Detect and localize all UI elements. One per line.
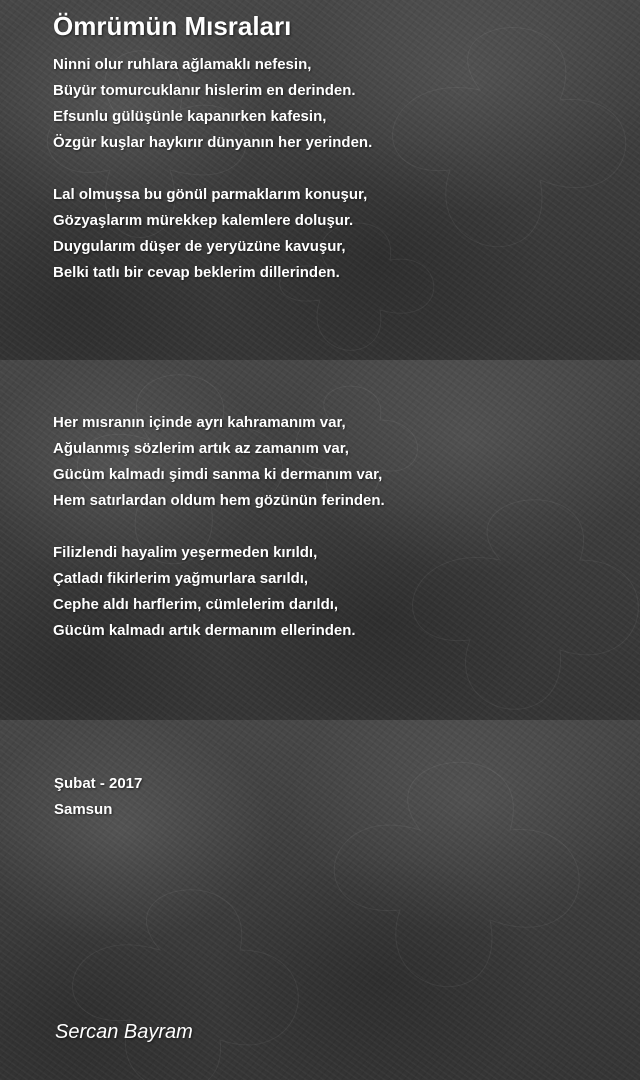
poem-line: Gücüm kalmadı şimdi sanma ki dermanım var, — [53, 466, 383, 483]
poem-stanza-2 — [53, 182, 367, 286]
poem-line: Efsunlu gülüşünle kapanırken kafesin, — [53, 108, 327, 125]
poem-line: Özgür kuşlar haykırır dünyanın her yerinden. — [53, 134, 373, 151]
poem-line: Ninni olur ruhlara ağlamaklı nefesin, — [53, 56, 312, 73]
poem-place: Samsun — [54, 801, 113, 818]
poem-line: Ağulanmış sözlerim artık az zamanım var, — [53, 440, 349, 457]
poem-card-2 — [0, 360, 640, 720]
poem-line: Belki tatlı bir cevap beklerim dillerinden. — [53, 264, 340, 281]
poem-author: Sercan Bayram — [55, 1021, 193, 1043]
poem-stanza-4 — [53, 540, 356, 644]
poem-line: Cephe aldı harflerim, cümlelerim darıldı, — [53, 596, 339, 613]
poem-line: Gücüm kalmadı artık dermanım ellerinden. — [53, 622, 356, 639]
poem-line: Büyür tomurcuklanır hislerim en derinden. — [53, 82, 356, 99]
poem-card-3 — [0, 720, 640, 1080]
poem-date: Şubat - 2017 — [54, 775, 143, 792]
poem-line: Gözyaşlarım mürekkep kalemlere doluşur. — [53, 212, 354, 229]
poem-title: Ömrümün Mısraları — [53, 11, 292, 41]
poem-line: Lal olmuşsa bu gönül parmaklarım konuşur, — [53, 186, 368, 203]
poem-stanza-3 — [53, 410, 385, 514]
poem-line: Duygularım düşer de yeryüzüne kavuşur, — [53, 238, 346, 255]
poem-line: Filizlendi hayalim yeşermeden kırıldı, — [53, 544, 318, 561]
poem-line: Çatladı fikirlerim yağmurlara sarıldı, — [53, 570, 309, 587]
poem-line: Hem satırlardan oldum hem gözünün ferinden. — [53, 492, 385, 509]
poem-stanza-1 — [53, 52, 372, 156]
poem-line: Her mısranın içinde ayrı kahramanım var, — [53, 414, 346, 431]
poem-card-1 — [0, 0, 640, 360]
